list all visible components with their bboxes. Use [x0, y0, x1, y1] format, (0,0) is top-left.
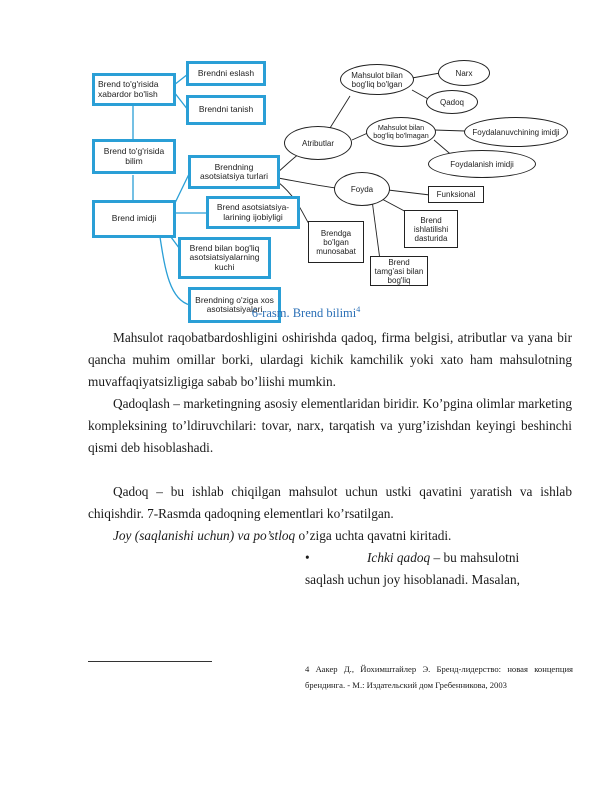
connector-price [412, 73, 440, 78]
users-image-oval: Foydalanuvchining imidji [464, 117, 568, 147]
price-oval: Narx [438, 60, 490, 86]
assoc-uniqueness-box: Brendning o'ziga xos asotsiatsiyalari [188, 287, 281, 323]
footnote-reference: 4 [356, 305, 361, 314]
footnote-rule [88, 661, 212, 662]
bullet-italic: Ichki qadoq [367, 550, 431, 565]
figure-caption: 6-rasm. Brend bilimi$^4$ [251, 305, 361, 321]
brand-awareness-box: Brend to'g'risida xabardor bo'lish [92, 73, 176, 106]
connector-benefit [278, 178, 336, 188]
paragraph-2: Qadoqlash – marketingning asosiy elementlaridan biridir. Ko’pgina olimlar marketing kompleksining to’ldiruvchilari: tovar, narx, tarqatish va yurg’izishdan keyingi beshinchi qismi deb hisoblashadi. [88, 396, 572, 455]
connector-users [434, 130, 465, 131]
connector-functional [388, 190, 430, 195]
non-product-oval: Mahsulot bilan bog'liq bo'lmagan [366, 117, 436, 147]
bullet-line-1-rest: – bu mahsulotni [430, 550, 520, 565]
bullet-marker: • [305, 550, 310, 565]
brand-knowledge-box: Brend to'g'risida bilim [92, 139, 176, 174]
usage-experience-box: Brend ishlatilishi dasturida [404, 210, 458, 248]
brand-image-box: Brend imidji [92, 200, 176, 238]
bullet-item [305, 547, 572, 591]
connector-product [330, 96, 350, 128]
assoc-appeal-box: Brend asotsiatsiya-larining ijobiyligi [206, 196, 300, 229]
product-related-oval: Mahsulot bilan bog'liq bo'lgan [340, 64, 414, 95]
attributes-oval: Atributlar [284, 126, 352, 160]
assoc-types-box: Brendning asotsiatsiya turlari [188, 155, 280, 189]
brand-recognition-box: Brendni tanish [186, 95, 266, 125]
brand-knowledge-diagram [0, 0, 612, 330]
paragraph-4-rest: o’ziga uchta qavatni kiritadi. [295, 528, 452, 543]
paragraph-3: Qadoq – bu ishlab chiqilgan mahsulot uchun ustki qavatini yaratish va ishlab chiqishdir. 7-Rasmda qadoqning elementlari ko’rsatilgan. [88, 484, 572, 521]
footnote: 4 Аакер Д., Йохимштайлер Э. Бренд-лидерство: новая концепция брендинга. - М.: Издательский дом Гребенникова, 2003 [305, 664, 573, 690]
brand-recall-box: Brendni eslash [186, 61, 266, 86]
packaging-oval: Qadoq [426, 90, 478, 114]
brand-related-box: Brend tamg'asi bilan bog'liq [370, 256, 428, 286]
usage-image-oval: Foydalanish imidji [428, 150, 536, 178]
bullet-line-1 [305, 547, 572, 569]
benefit-oval: Foyda [334, 172, 390, 206]
attitude-box: Brendga bo'lgan munosabat [308, 221, 364, 263]
paragraph-4 [88, 525, 572, 547]
assoc-strength-box: Brend bilan bog'liq asotsiatsiyalarning kuchi [178, 237, 271, 279]
functional-box: Funksional [428, 186, 484, 203]
connector-brand-related [372, 200, 380, 260]
bullet-line-2: saqlash uchun joy hisoblanadi. Masalan, [305, 572, 520, 587]
paragraph-1: Mahsulot raqobatbardoshligini oshirishda qadoq, firma belgisi, atributlar va yana bir qancha muhim omillar borki, ulardagi kichik kamchilik yoki xato ham mahsulotning muvaffaqiyatsizligiga sabab bo’liishi mumkin. [88, 330, 572, 389]
paragraph-4-italic: Joy (saqlanishi uchun) va po’stloq [113, 528, 296, 543]
